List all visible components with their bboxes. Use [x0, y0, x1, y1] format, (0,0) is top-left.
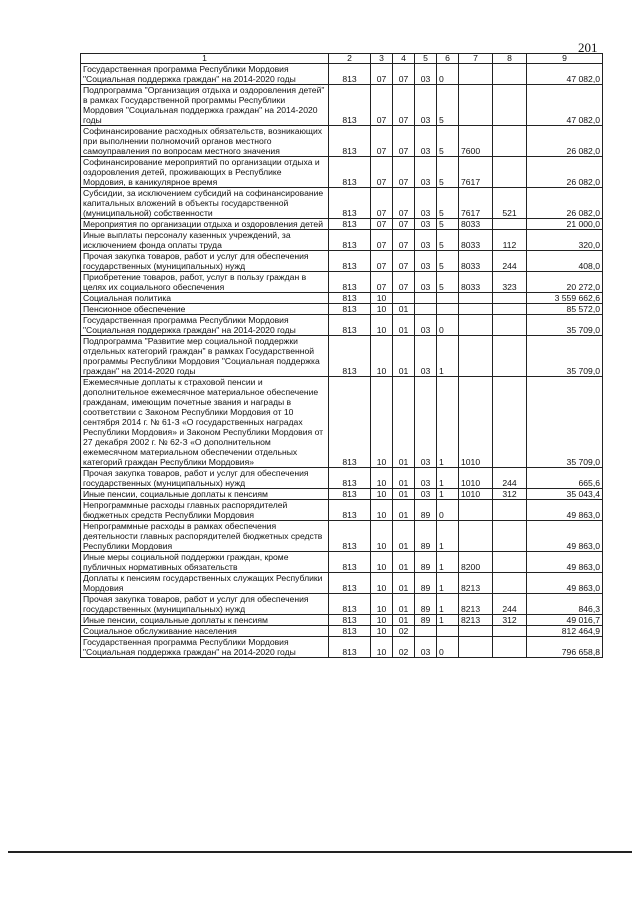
row-name: Государственная программа Республики Мордовия "Социальная поддержка граждан" на 2014-2020 годы — [81, 637, 329, 658]
row-code-target: 8213 — [459, 573, 493, 594]
row-code-section: 10 — [371, 304, 393, 315]
row-code-ministry: 813 — [329, 594, 371, 615]
row-code-expense-type — [493, 315, 527, 336]
row-code-subsection: 07 — [393, 272, 415, 293]
row-code-subsection: 01 — [393, 377, 415, 468]
row-code-expense-type: 521 — [493, 188, 527, 219]
table-row — [81, 500, 603, 521]
row-code-program: 03 — [415, 336, 437, 377]
row-code-section: 10 — [371, 615, 393, 626]
row-code-expense-type: 244 — [493, 251, 527, 272]
row-code-expense-type — [493, 219, 527, 230]
row-code-section: 10 — [371, 377, 393, 468]
row-code-program: 89 — [415, 552, 437, 573]
row-name: Иные выплаты персоналу казенных учреждений, за исключением фонда оплаты труда — [81, 230, 329, 251]
row-code-ministry: 813 — [329, 272, 371, 293]
row-code-expense-type: 312 — [493, 489, 527, 500]
row-code-subsection — [393, 293, 415, 304]
row-name: Приобретение товаров, работ, услуг в пользу граждан в целях их социального обеспечения — [81, 272, 329, 293]
row-code-ministry: 813 — [329, 126, 371, 157]
row-code-expense-type — [493, 521, 527, 552]
row-amount: 47 082,0 — [527, 64, 603, 85]
row-name: Социальная политика — [81, 293, 329, 304]
row-code-expense-type: 244 — [493, 468, 527, 489]
row-code-subprogram: 5 — [437, 188, 459, 219]
row-name: Социальное обслуживание населения — [81, 626, 329, 637]
row-code-program: 89 — [415, 594, 437, 615]
row-name: Непрограммные расходы главных распорядителей бюджетных средств Республики Мордовия — [81, 500, 329, 521]
table-row — [81, 219, 603, 230]
row-code-subprogram: 5 — [437, 85, 459, 126]
header-row — [81, 54, 603, 64]
row-code-subprogram: 1 — [437, 573, 459, 594]
row-code-subprogram: 5 — [437, 251, 459, 272]
row-code-ministry: 813 — [329, 64, 371, 85]
row-code-subsection: 01 — [393, 468, 415, 489]
row-code-program: 89 — [415, 573, 437, 594]
row-code-subprogram: 1 — [437, 552, 459, 573]
row-code-expense-type — [493, 637, 527, 658]
row-code-subsection: 07 — [393, 251, 415, 272]
row-code-target: 8213 — [459, 615, 493, 626]
row-code-ministry: 813 — [329, 489, 371, 500]
row-name: Подпрограмма "Организация отдыха и оздоровления детей" в рамках Государственной программы Республики Мордовия "Социальная поддержка граждан" на 2014-2020 годы — [81, 85, 329, 126]
row-code-target — [459, 637, 493, 658]
row-code-ministry: 813 — [329, 637, 371, 658]
row-code-target: 8200 — [459, 552, 493, 573]
row-code-subprogram — [437, 304, 459, 315]
row-amount: 20 272,0 — [527, 272, 603, 293]
row-code-target — [459, 293, 493, 304]
row-code-subprogram: 5 — [437, 219, 459, 230]
row-code-section: 10 — [371, 637, 393, 658]
row-code-subprogram: 1 — [437, 594, 459, 615]
row-name: Иные меры социальной поддержки граждан, кроме публичных нормативных обязательств — [81, 552, 329, 573]
row-code-ministry: 813 — [329, 157, 371, 188]
row-name: Непрограммные расходы в рамках обеспечения деятельности главных распорядителей бюджетных средств Республики Мордовия — [81, 521, 329, 552]
table-row — [81, 157, 603, 188]
row-code-subsection: 07 — [393, 126, 415, 157]
row-code-expense-type — [493, 552, 527, 573]
row-code-target — [459, 336, 493, 377]
row-name: Софинансирование расходных обязательств, возникающих при выполнении полномочий органов местного самоуправления по вопросам местного значения — [81, 126, 329, 157]
row-name: Прочая закупка товаров, работ и услуг для обеспечения государственных (муниципальных) нужд — [81, 251, 329, 272]
row-code-expense-type: 323 — [493, 272, 527, 293]
table-row — [81, 251, 603, 272]
row-amount: 35 709,0 — [527, 336, 603, 377]
row-code-program: 03 — [415, 315, 437, 336]
table-row — [81, 521, 603, 552]
row-code-target — [459, 85, 493, 126]
row-amount: 812 464,9 — [527, 626, 603, 637]
row-code-target: 1010 — [459, 377, 493, 468]
col-header: 6 — [437, 54, 459, 64]
row-code-program: 89 — [415, 500, 437, 521]
row-code-program: 03 — [415, 468, 437, 489]
row-code-target: 1010 — [459, 468, 493, 489]
row-code-target: 7617 — [459, 157, 493, 188]
row-code-section: 07 — [371, 272, 393, 293]
table-row — [81, 615, 603, 626]
row-code-target — [459, 64, 493, 85]
row-code-subsection: 07 — [393, 157, 415, 188]
row-code-subsection: 07 — [393, 219, 415, 230]
row-code-target — [459, 626, 493, 637]
row-code-subsection: 02 — [393, 626, 415, 637]
row-amount: 49 863,0 — [527, 552, 603, 573]
row-code-ministry: 813 — [329, 468, 371, 489]
row-code-subsection: 07 — [393, 230, 415, 251]
row-code-expense-type — [493, 293, 527, 304]
col-header: 3 — [371, 54, 393, 64]
row-code-subprogram: 1 — [437, 489, 459, 500]
row-code-section: 10 — [371, 489, 393, 500]
footer-divider — [8, 851, 632, 853]
row-code-program: 89 — [415, 521, 437, 552]
row-code-program: 03 — [415, 85, 437, 126]
row-amount: 3 559 662,6 — [527, 293, 603, 304]
row-code-subsection: 07 — [393, 64, 415, 85]
col-header: 2 — [329, 54, 371, 64]
table-row — [81, 573, 603, 594]
col-header: 5 — [415, 54, 437, 64]
row-code-ministry: 813 — [329, 336, 371, 377]
row-amount: 26 082,0 — [527, 126, 603, 157]
row-amount: 796 658,8 — [527, 637, 603, 658]
row-code-expense-type — [493, 85, 527, 126]
row-code-section: 10 — [371, 552, 393, 573]
row-code-expense-type: 312 — [493, 615, 527, 626]
table-row — [81, 188, 603, 219]
row-name: Государственная программа Республики Мордовия "Социальная поддержка граждан" на 2014-2020 годы — [81, 64, 329, 85]
row-code-ministry: 813 — [329, 615, 371, 626]
row-code-expense-type — [493, 304, 527, 315]
row-name: Мероприятия по организации отдыха и оздоровления детей — [81, 219, 329, 230]
row-name: Иные пенсии, социальные доплаты к пенсиям — [81, 489, 329, 500]
row-amount: 26 082,0 — [527, 157, 603, 188]
row-code-expense-type — [493, 500, 527, 521]
row-amount: 85 572,0 — [527, 304, 603, 315]
table-row — [81, 468, 603, 489]
col-header: 1 — [81, 54, 329, 64]
row-code-section: 10 — [371, 521, 393, 552]
table-row — [81, 126, 603, 157]
row-code-section: 07 — [371, 188, 393, 219]
row-code-expense-type — [493, 626, 527, 637]
row-code-target — [459, 304, 493, 315]
row-code-section: 07 — [371, 157, 393, 188]
row-code-subsection: 01 — [393, 594, 415, 615]
row-code-subprogram — [437, 293, 459, 304]
table-row — [81, 315, 603, 336]
row-code-subprogram: 1 — [437, 521, 459, 552]
row-code-target: 7600 — [459, 126, 493, 157]
row-name: Субсидии, за исключением субсидий на софинансирование капитальных вложений в объекты государственной (муниципальной) собственности — [81, 188, 329, 219]
row-code-subsection: 01 — [393, 573, 415, 594]
row-code-section: 10 — [371, 293, 393, 304]
row-name: Ежемесячные доплаты к страховой пенсии и дополнительное ежемесячное материальное обеспечение гражданам, имеющим почетные звания и награды в соответствии с Законом Республики Мордовия от 10 сентября 2014 г. № 61-З «О государственных наградах Республики Мордовия» и Законом Республики Мордовия от 27 декабря 2002 г. № 62-З «О дополнительном ежемесячном материальном обеспечении отдельных категорий граждан Республики Мордовия» — [81, 377, 329, 468]
row-code-section: 07 — [371, 219, 393, 230]
row-amount: 47 082,0 — [527, 85, 603, 126]
row-code-program: 03 — [415, 64, 437, 85]
row-amount: 665,6 — [527, 468, 603, 489]
row-code-subprogram: 5 — [437, 126, 459, 157]
row-code-program: 03 — [415, 637, 437, 658]
row-code-target: 8033 — [459, 230, 493, 251]
row-code-ministry: 813 — [329, 230, 371, 251]
row-amount: 320,0 — [527, 230, 603, 251]
table-row — [81, 626, 603, 637]
row-code-expense-type — [493, 573, 527, 594]
row-amount: 35 709,0 — [527, 315, 603, 336]
row-code-subsection: 01 — [393, 552, 415, 573]
row-code-ministry: 813 — [329, 315, 371, 336]
row-code-subsection: 01 — [393, 336, 415, 377]
row-code-target — [459, 315, 493, 336]
row-amount: 49 016,7 — [527, 615, 603, 626]
row-code-subprogram: 1 — [437, 468, 459, 489]
row-code-program: 03 — [415, 126, 437, 157]
row-code-program: 03 — [415, 272, 437, 293]
col-header: 4 — [393, 54, 415, 64]
row-code-ministry: 813 — [329, 304, 371, 315]
row-code-target: 8033 — [459, 272, 493, 293]
row-code-program: 03 — [415, 188, 437, 219]
row-name: Софинансирование мероприятий по организации отдыха и оздоровления детей, проживающих в Республике Мордовия, в каникулярное время — [81, 157, 329, 188]
row-code-subsection: 01 — [393, 489, 415, 500]
table-row — [81, 336, 603, 377]
row-code-ministry: 813 — [329, 251, 371, 272]
table-row — [81, 272, 603, 293]
row-code-target: 8033 — [459, 251, 493, 272]
table-row — [81, 489, 603, 500]
row-code-expense-type — [493, 336, 527, 377]
row-code-subprogram: 5 — [437, 272, 459, 293]
row-code-section: 07 — [371, 126, 393, 157]
col-header: 7 — [459, 54, 493, 64]
row-code-section: 10 — [371, 626, 393, 637]
row-code-section: 10 — [371, 336, 393, 377]
row-code-program: 03 — [415, 219, 437, 230]
row-code-target: 1010 — [459, 489, 493, 500]
row-code-program — [415, 626, 437, 637]
row-code-section: 07 — [371, 251, 393, 272]
row-code-subprogram: 1 — [437, 615, 459, 626]
row-code-section: 10 — [371, 468, 393, 489]
table-row — [81, 552, 603, 573]
row-amount: 26 082,0 — [527, 188, 603, 219]
col-header: 9 — [527, 54, 603, 64]
row-code-subprogram: 1 — [437, 377, 459, 468]
row-code-subprogram: 0 — [437, 64, 459, 85]
row-code-section: 10 — [371, 315, 393, 336]
table-row — [81, 304, 603, 315]
row-name: Доплаты к пенсиям государственных служащих Республики Мордовия — [81, 573, 329, 594]
row-code-ministry: 813 — [329, 188, 371, 219]
row-code-ministry: 813 — [329, 626, 371, 637]
row-code-expense-type — [493, 126, 527, 157]
table-row — [81, 64, 603, 85]
row-code-subprogram: 1 — [437, 336, 459, 377]
row-code-subsection: 01 — [393, 521, 415, 552]
row-code-expense-type — [493, 64, 527, 85]
row-code-program: 03 — [415, 377, 437, 468]
row-code-subsection: 01 — [393, 615, 415, 626]
row-amount: 35 043,4 — [527, 489, 603, 500]
row-name: Государственная программа Республики Мордовия "Социальная поддержка граждан" на 2014-2020 годы — [81, 315, 329, 336]
row-code-subprogram: 0 — [437, 500, 459, 521]
row-amount: 35 709,0 — [527, 377, 603, 468]
row-code-expense-type: 112 — [493, 230, 527, 251]
row-code-expense-type: 244 — [493, 594, 527, 615]
row-code-ministry: 813 — [329, 85, 371, 126]
row-code-subsection: 01 — [393, 500, 415, 521]
row-code-section: 07 — [371, 64, 393, 85]
row-code-program — [415, 293, 437, 304]
row-code-section: 10 — [371, 594, 393, 615]
row-code-target: 8033 — [459, 219, 493, 230]
row-code-program: 03 — [415, 157, 437, 188]
row-name: Пенсионное обеспечение — [81, 304, 329, 315]
row-name: Подпрограмма "Развитие мер социальной поддержки отдельных категорий граждан" в рамках Государственной программы Республики Мордовия "Социальная поддержка граждан" на 2014-2020 годы — [81, 336, 329, 377]
row-code-subprogram: 0 — [437, 315, 459, 336]
row-code-ministry: 813 — [329, 573, 371, 594]
row-code-subsection: 01 — [393, 315, 415, 336]
table-row — [81, 377, 603, 468]
row-code-expense-type — [493, 377, 527, 468]
page-number: 201 — [578, 40, 598, 55]
row-amount: 49 863,0 — [527, 573, 603, 594]
row-code-expense-type — [493, 157, 527, 188]
row-code-ministry: 813 — [329, 377, 371, 468]
row-code-subprogram: 5 — [437, 157, 459, 188]
row-code-target — [459, 500, 493, 521]
row-code-program: 89 — [415, 615, 437, 626]
row-code-target: 8213 — [459, 594, 493, 615]
table-row — [81, 594, 603, 615]
row-code-ministry: 813 — [329, 219, 371, 230]
row-code-section: 07 — [371, 85, 393, 126]
row-code-subprogram: 5 — [437, 230, 459, 251]
budget-table — [80, 53, 603, 658]
row-code-subsection: 07 — [393, 188, 415, 219]
row-code-ministry: 813 — [329, 500, 371, 521]
row-code-subprogram — [437, 626, 459, 637]
table-row — [81, 85, 603, 126]
table-row — [81, 293, 603, 304]
row-amount: 49 863,0 — [527, 500, 603, 521]
row-code-target — [459, 521, 493, 552]
row-name: Прочая закупка товаров, работ и услуг для обеспечения государственных (муниципальных) нужд — [81, 468, 329, 489]
table-row — [81, 637, 603, 658]
col-header: 8 — [493, 54, 527, 64]
row-code-program — [415, 304, 437, 315]
row-amount: 49 863,0 — [527, 521, 603, 552]
row-code-ministry: 813 — [329, 293, 371, 304]
row-code-subprogram: 0 — [437, 637, 459, 658]
row-code-ministry: 813 — [329, 552, 371, 573]
row-code-subsection: 02 — [393, 637, 415, 658]
row-code-program: 03 — [415, 489, 437, 500]
row-code-section: 10 — [371, 573, 393, 594]
row-code-subsection: 01 — [393, 304, 415, 315]
row-code-ministry: 813 — [329, 521, 371, 552]
row-code-subsection: 07 — [393, 85, 415, 126]
table-row — [81, 230, 603, 251]
row-code-section: 10 — [371, 500, 393, 521]
row-amount: 846,3 — [527, 594, 603, 615]
row-code-section: 07 — [371, 230, 393, 251]
row-code-target: 7617 — [459, 188, 493, 219]
row-name: Иные пенсии, социальные доплаты к пенсиям — [81, 615, 329, 626]
row-amount: 21 000,0 — [527, 219, 603, 230]
row-code-program: 03 — [415, 230, 437, 251]
row-name: Прочая закупка товаров, работ и услуг для обеспечения государственных (муниципальных) нужд — [81, 594, 329, 615]
row-code-program: 03 — [415, 251, 437, 272]
row-amount: 408,0 — [527, 251, 603, 272]
